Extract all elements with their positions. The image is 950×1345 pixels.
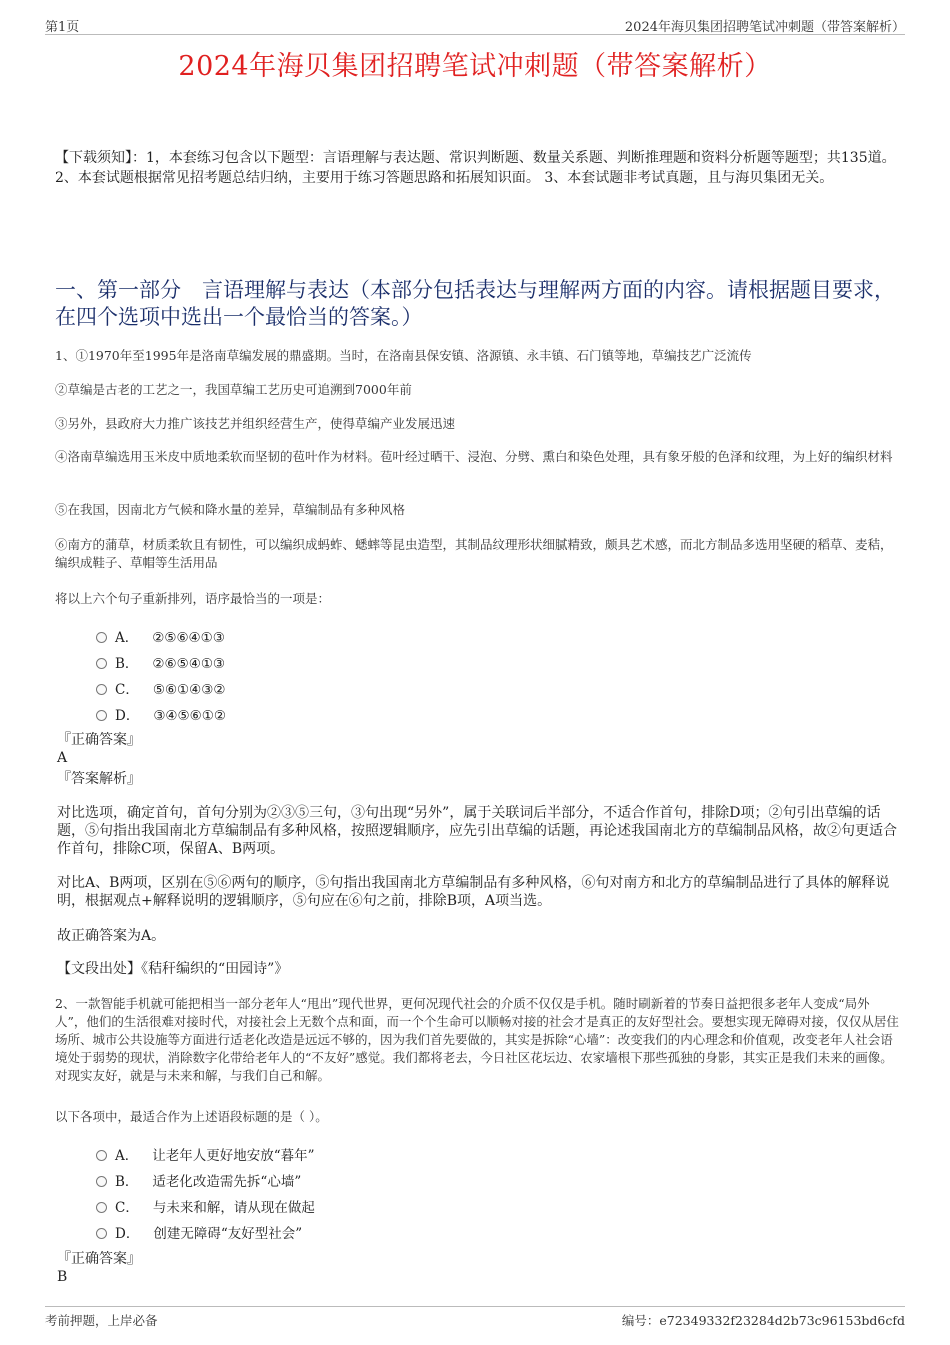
page-header: [45, 14, 905, 35]
download-notice: 【下载须知】：1，本套练习包含以下题型：言语理解与表达题、常识判断题、数量关系题、判断推理题和资料分析题等题型；共135道。 2、本套试题根据常见招考题总结归纳，主要用于练习答题思路和拓展知识面。 3、本套试题非考试真题，且与海贝集团无关。: [55, 150, 896, 186]
document-title: 2024年海贝集团招聘笔试冲刺题（带答案解析）: [178, 51, 772, 82]
q1-sentence-1: 1、①1970年至1995年是洛南草编发展的鼎盛期。当时，在洛南县保安镇、洛源镇、永丰镇、石门镇等地，草编技艺广泛流传: [55, 348, 752, 363]
q2-stem: 2、一款智能手机就可能把相当一部分老年人“甩出”现代世界，更何况现代社会的介质不仅仅是手机。随时刷新着的节奏日益把很多老年人变成“局外人”，他们的生活很难对接时代，对接社会上无数个点和面，而一个个生命可以顺畅对接的社会才是真正的友好型社会。要想实现无障碍对接，仅仅从居住场所、城市公共设施等方面进行适老化改造是远远不够的，因为我们首先要做的，其实是拆除“心墙”：改变我们的内心理念和价值观，改变老年人社会语境处于弱势的现状，消除数字化带给老年人的“不友好”感觉。我们都将老去，今日社区花坛边、农家墙根下那些孤独的身影，其实正是我们未来的画像。对现实友好，就是与未来和解，与我们自己和解。: [55, 996, 899, 1083]
page-number: 第1页: [45, 20, 80, 35]
q1-analysis-label: 『答案解析』: [57, 771, 141, 787]
q1-analysis-3: 故正确答案为A。: [57, 928, 166, 944]
q2-option-b[interactable]: B． 适老化改造需先拆“心墙”: [96, 1170, 301, 1190]
q2-option-a[interactable]: A． 让老年人更好地安放“暮年”: [96, 1144, 315, 1164]
q1-analysis-2: 对比A、B两项，区别在⑤⑥两句的顺序，⑤句指出我国南北方草编制品有多种风格，⑥句对南方和北方的草编制品进行了具体的解释说明，根据观点+解释说明的逻辑顺序，⑤句应在⑥句之前，排除B项，A项当选。: [57, 875, 890, 909]
q1-analysis-1: 对比选项，确定首句，首句分别为②③⑤三句，③句出现“另外”，属于关联词后半部分，不适合作首句，排除D项；②句引出草编的话题，⑤句指出我国南北方草编制品有多种风格，按照逻辑顺序，应先引出草编的话题，再论述我国南北方的草编制品风格，故②句更适合作首句，排除C项，保留A、B两项。: [57, 805, 897, 857]
q1-prompt: 将以上六个句子重新排列，语序最恰当的一项是：: [55, 591, 331, 606]
radio-icon[interactable]: [96, 1202, 107, 1213]
q1-sentence-3: ③另外，县政府大力推广该技艺并组织经营生产，使得草编产业发展迅速: [55, 416, 456, 431]
q1-answer-label: 『正确答案』: [57, 732, 141, 748]
q1-option-d[interactable]: D． ③④⑤⑥①②: [96, 704, 226, 724]
page-footer: [45, 1306, 905, 1327]
q1-sentence-6: ⑥南方的蒲草，材质柔软且有韧性，可以编织成蚂蚱、蟋蟀等昆虫造型，其制品纹理形状细腻精致，颇具艺术感，而北方制品多选用坚硬的稻草、麦秸，编织成鞋子、草帽等生活用品: [55, 537, 893, 570]
q2-option-d[interactable]: D． 创建无障碍“友好型社会”: [96, 1222, 302, 1242]
q1-sentence-4: ④洛南草编选用玉米皮中质地柔软而坚韧的苞叶作为材料。苞叶经过晒干、浸泡、分劈、熏白和染色处理，具有象牙般的色泽和纹理，为上好的编织材料: [55, 449, 893, 464]
radio-icon[interactable]: [96, 1228, 107, 1239]
q1-option-a[interactable]: A． ②⑤⑥④①③: [96, 626, 225, 646]
q2-answer: B: [57, 1269, 68, 1285]
footer-slogan: 考前押题，上岸必备: [45, 1313, 158, 1328]
q1-answer: A: [57, 750, 68, 766]
radio-icon[interactable]: [96, 632, 107, 643]
q1-source: 【文段出处】《秸秆编织的“田园诗”》: [57, 961, 289, 977]
q1-sentence-5: ⑤在我国，因南北方气候和降水量的差异，草编制品有多种风格: [55, 502, 406, 517]
q2-option-c[interactable]: C． 与未来和解，请从现在做起: [96, 1196, 315, 1216]
footer-doc-id: 编号：e72349332f23284d2b73c96153bd6cfd: [621, 1313, 905, 1328]
radio-icon[interactable]: [96, 1176, 107, 1187]
radio-icon[interactable]: [96, 1150, 107, 1161]
q1-sentence-2: ②草编是古老的工艺之一，我国草编工艺历史可追溯到7000年前: [55, 382, 412, 397]
q1-option-c[interactable]: C． ⑤⑥①④③②: [96, 678, 225, 698]
q2-prompt: 以下各项中，最适合作为上述语段标题的是（ ）。: [55, 1109, 328, 1124]
radio-icon[interactable]: [96, 658, 107, 669]
q1-option-b[interactable]: B． ②⑥⑤④①③: [96, 652, 225, 672]
q2-answer-label: 『正确答案』: [57, 1251, 141, 1267]
header-doc-title: 2024年海贝集团招聘笔试冲刺题（带答案解析）: [624, 20, 905, 35]
radio-icon[interactable]: [96, 710, 107, 721]
radio-icon[interactable]: [96, 684, 107, 695]
section-heading: 一、第一部分 言语理解与表达（本部分包括表达与理解两方面的内容。请根据题目要求，在四个选项中选出一个最恰当的答案。）: [55, 278, 895, 329]
